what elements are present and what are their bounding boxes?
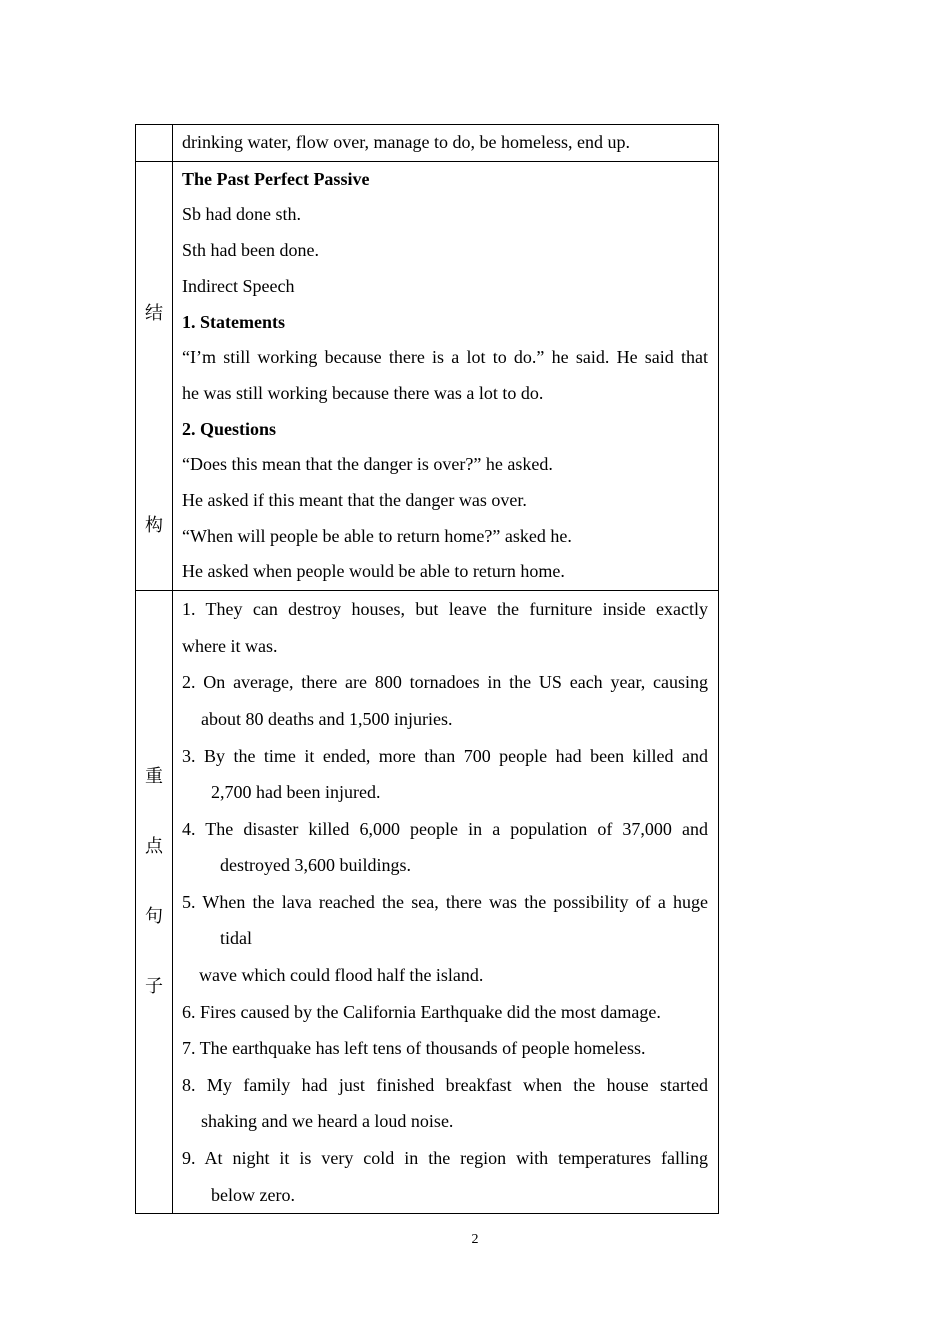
sentence-line: shaking and we heard a loud noise. bbox=[201, 1111, 454, 1132]
sentence-line: 4. The disaster killed 6,000 people in a population of 37,000 and bbox=[182, 818, 708, 839]
label-char-zi: 子 bbox=[145, 976, 163, 998]
label-char-gou: 构 bbox=[145, 514, 163, 536]
structure-line: he was still working because there was a lot to do. bbox=[182, 382, 544, 403]
heading-questions: 2. Questions bbox=[182, 418, 277, 439]
structure-line: Indirect Speech bbox=[182, 275, 295, 296]
sentence-line: wave which could flood half the island. bbox=[199, 965, 484, 986]
label-char-dian: 点 bbox=[145, 836, 163, 858]
lesson-table bbox=[135, 124, 719, 1214]
sentence-line: 9. At night it is very cold in the region with temperatures falling bbox=[182, 1148, 708, 1169]
structure-line: He asked if this meant that the danger was over. bbox=[182, 490, 527, 511]
table-row-structure bbox=[136, 161, 719, 590]
sentence-line: 7. The earthquake has left tens of thousands of people homeless. bbox=[182, 1038, 646, 1059]
row-label-structure bbox=[136, 161, 173, 590]
row-label-key-sentences bbox=[136, 591, 173, 1214]
vocabulary-text: drinking water, flow over, manage to do, be homeless, end up. bbox=[182, 132, 630, 152]
sentence-line: 3. By the time it ended, more than 700 people had been killed and bbox=[182, 745, 708, 766]
sentence-line: 2. On average, there are 800 tornadoes in the US each year, causing bbox=[182, 672, 708, 693]
sentence-line: 2,700 had been injured. bbox=[211, 782, 381, 803]
structure-line: Sb had done sth. bbox=[182, 204, 301, 225]
label-char-jie: 结 bbox=[145, 302, 163, 324]
structure-line: “I’m still working because there is a lot to do.” he said. He said that bbox=[182, 347, 708, 368]
sentence-line: 5. When the lava reached the sea, there was the possibility of a huge bbox=[182, 891, 708, 912]
heading-past-perfect-passive: The Past Perfect Passive bbox=[182, 168, 370, 189]
sentence-line: about 80 deaths and 1,500 injuries. bbox=[201, 708, 453, 729]
row-label-empty bbox=[136, 125, 173, 162]
label-char-ju: 句 bbox=[145, 906, 163, 928]
label-char-zhong: 重 bbox=[145, 766, 163, 788]
sentence-line: below zero. bbox=[211, 1184, 295, 1205]
table-row-vocabulary bbox=[136, 125, 719, 162]
heading-statements: 1. Statements bbox=[182, 311, 285, 332]
structure-line: “Does this mean that the danger is over?” he asked. bbox=[182, 454, 553, 475]
vocabulary-cell bbox=[173, 125, 719, 162]
table-row-key-sentences bbox=[136, 591, 719, 1214]
structure-cell bbox=[173, 161, 719, 590]
page-number: 2 bbox=[471, 1232, 479, 1247]
key-sentences-cell bbox=[173, 591, 719, 1214]
structure-line: “When will people be able to return home?” asked he. bbox=[182, 525, 572, 546]
structure-line: He asked when people would be able to return home. bbox=[182, 561, 565, 582]
sentence-line: 1. They can destroy houses, but leave the furniture inside exactly bbox=[182, 599, 708, 620]
sentence-line: destroyed 3,600 buildings. bbox=[220, 855, 411, 876]
sentence-line: tidal bbox=[220, 928, 252, 949]
sentence-line: 8. My family had just finished breakfast when the house started bbox=[182, 1074, 708, 1095]
sentence-line: where it was. bbox=[182, 635, 278, 656]
structure-line: Sth had been done. bbox=[182, 240, 319, 261]
sentence-line: 6. Fires caused by the California Earthquake did the most damage. bbox=[182, 1001, 661, 1022]
